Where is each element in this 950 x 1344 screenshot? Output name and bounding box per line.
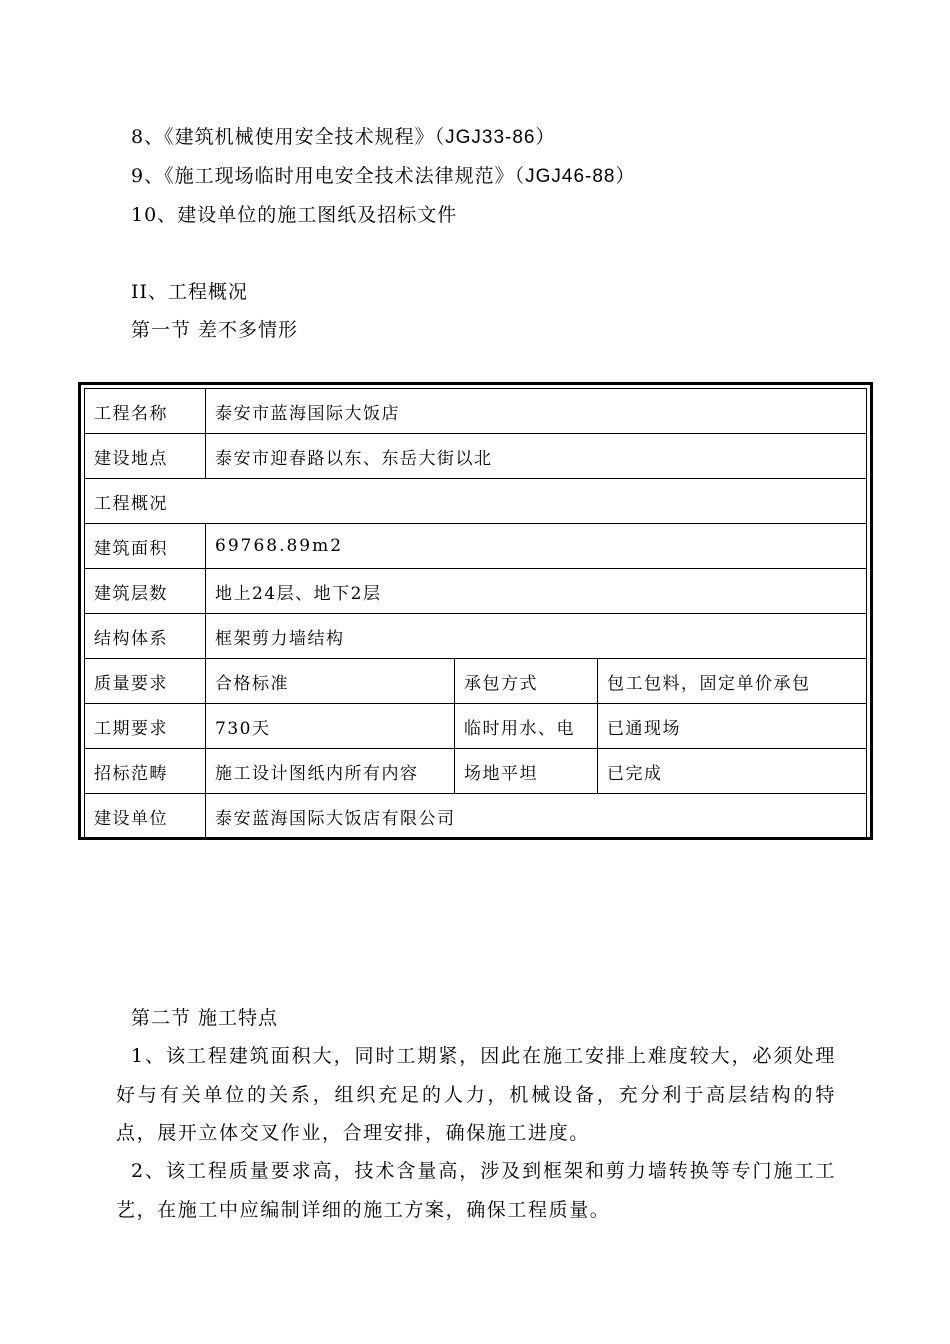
reference-title: 建设单位的施工图纸及招标文件 <box>177 204 458 226</box>
cell-value: 泰安蓝海国际大饭店有限公司 <box>206 794 867 839</box>
cell-value: 框架剪力墙结构 <box>206 614 867 659</box>
cell-value: 69768.89m2 <box>206 524 867 569</box>
cell-value: 泰安市迎春路以东、东岳大街以北 <box>206 434 867 479</box>
cell-label: 建设单位 <box>85 794 206 839</box>
section2-title: 第二节 施工特点 <box>131 1007 279 1029</box>
reference-title: 《建筑机械使用安全技术规程》 <box>164 126 435 148</box>
cell-label: 场地平坦 <box>455 749 598 794</box>
table-row <box>85 479 867 524</box>
reference-number: 9、 <box>131 165 165 187</box>
section-heading: II、工程概况 <box>131 281 249 303</box>
cell-value: 地上24层、地下2层 <box>206 569 867 614</box>
table-row <box>85 434 867 479</box>
cell-label: 建筑面积 <box>85 524 206 569</box>
table-row <box>85 794 867 839</box>
table-row <box>85 614 867 659</box>
cell-label: 质量要求 <box>85 659 206 704</box>
cell-label: 结构体系 <box>85 614 206 659</box>
cell-label: 工期要求 <box>85 704 206 749</box>
reference-item-10 <box>131 202 457 228</box>
paragraph-text: 1、该工程建筑面积大，同时工期紧，因此在施工安排上难度较大，必须处理好与有关单位的关系，组织充足的人力，机械设备，充分利于高层结构的特点，展开立体交叉作业，合理安排，确保施工进度。 <box>116 1045 836 1144</box>
cell-value: 合格标准 <box>206 659 455 704</box>
cell-label: 临时用水、电 <box>455 704 598 749</box>
cell-label: 工程概况 <box>85 479 867 524</box>
table-row <box>85 524 867 569</box>
paragraph-1 <box>116 1037 836 1153</box>
section1-title: 第一节 差不多情形 <box>131 319 299 341</box>
cell-label: 工程名称 <box>85 389 206 434</box>
table-row <box>85 659 867 704</box>
cell-value: 包工包料，固定单价承包 <box>598 659 867 704</box>
cell-value: 施工设计图纸内所有内容 <box>206 749 455 794</box>
reference-code: （JGJ33-86） <box>434 127 556 148</box>
reference-item-9 <box>131 163 635 190</box>
paragraph-text: 2、该工程质量要求高，技术含量高，涉及到框架和剪力墙转换等专门施工工艺，在施工中应编制详细的施工方案，确保工程质量。 <box>116 1160 836 1221</box>
cell-label: 建筑层数 <box>85 569 206 614</box>
cell-label: 建设地点 <box>85 434 206 479</box>
paragraph-2 <box>116 1152 836 1229</box>
project-info-table <box>78 382 873 840</box>
table-row <box>85 749 867 794</box>
cell-label: 承包方式 <box>455 659 598 704</box>
cell-value: 已通现场 <box>598 704 867 749</box>
reference-code: （JGJ46-88） <box>514 166 636 187</box>
table-row <box>85 704 867 749</box>
reference-title: 《施工现场临时用电安全技术法律规范》 <box>164 165 515 187</box>
cell-value: 泰安市蓝海国际大饭店 <box>206 389 867 434</box>
table-row <box>85 389 867 434</box>
cell-value: 已完成 <box>598 749 867 794</box>
cell-value: 730天 <box>206 704 455 749</box>
table-row <box>85 569 867 614</box>
reference-number: 10、 <box>131 204 178 226</box>
reference-item-8 <box>131 124 555 151</box>
cell-label: 招标范畴 <box>85 749 206 794</box>
reference-number: 8、 <box>131 126 165 148</box>
